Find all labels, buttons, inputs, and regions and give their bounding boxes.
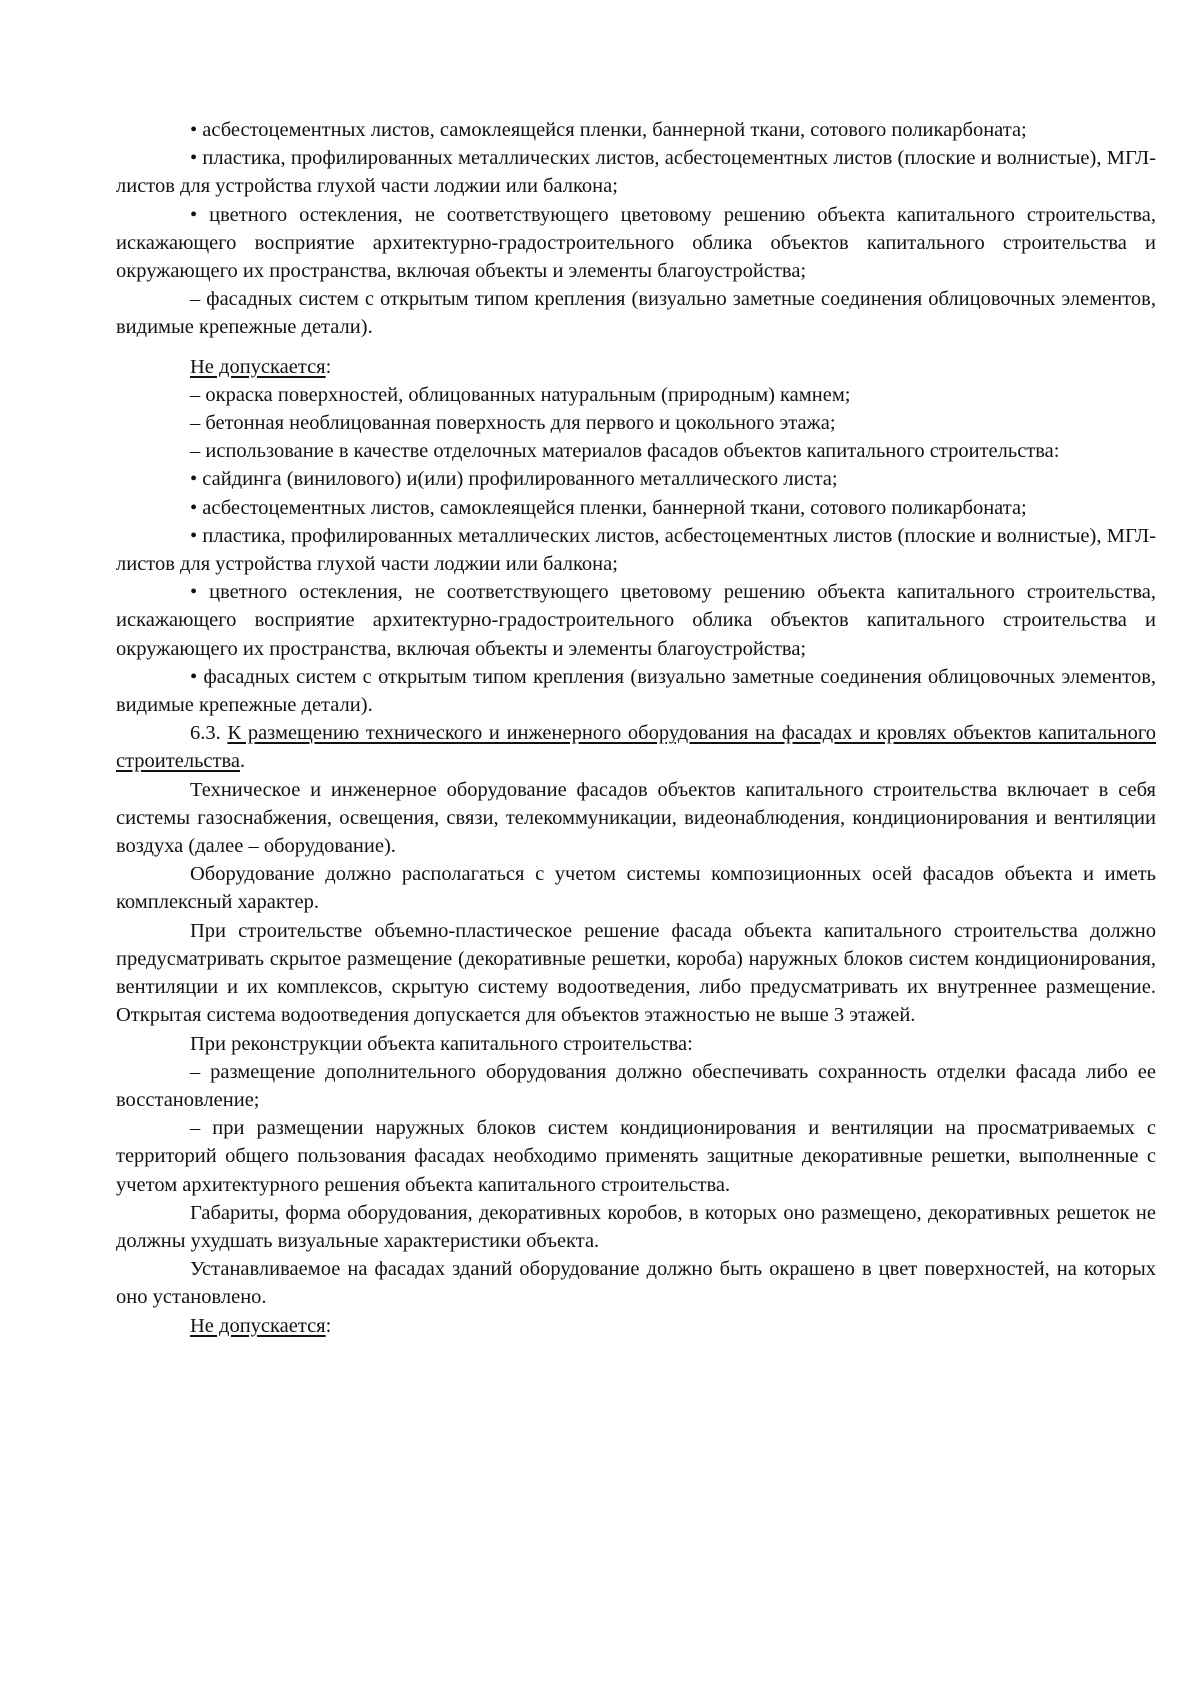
bullet-asbestos-sheets: • асбестоцементных листов, самоклеящейся пленки, баннерной ткани, сотового поликарбоната; bbox=[190, 119, 1027, 141]
paragraph-reconstruction: При реконструкции объекта капитального строительства: bbox=[190, 1032, 693, 1055]
paragraph-dimensions: Габариты, форма оборудования, декоративных коробов, в которых оно размещено, декоративных решеток не должны ухудшать визуальные характеристики объекта. bbox=[116, 1201, 1156, 1252]
bullet-plastic-profiled-sheets-2: • пластика, профилированных металлических листов, асбестоцементных листов (плоские и волнистые), МГЛ-листов для устройства глухой части лоджии или балкона; bbox=[116, 524, 1156, 576]
not-allowed-heading bbox=[116, 353, 1156, 381]
not-allowed-heading-2-text: Не допускается bbox=[190, 1314, 326, 1337]
section-6-3-heading bbox=[116, 719, 1156, 775]
not-allowed-heading-colon: : bbox=[325, 355, 332, 378]
bullet-colored-glazing-2: • цветного остекления, не соответствующего цветовому решению объекта капитального строительства, искажающего восприятие архитектурно-градостроительного облика объектов капитального строительства и окружающего их пространства, включая объекты и элементы благоустройства; bbox=[116, 581, 1156, 660]
not-allowed-heading-text: Не допускается bbox=[190, 355, 326, 378]
dash-finishing-materials: – использование в качестве отделочных материалов фасадов объектов капитального строительства: bbox=[190, 440, 1060, 463]
paragraph-composition-axes: Оборудование должно располагаться с учетом системы композиционных осей фасадов объекта и иметь комплексный характер. bbox=[116, 863, 1156, 914]
dash-protective-grilles: – при размещении наружных блоков систем кондиционирования и вентиляции на просматриваемых с территорий общего пользования фасадах необходимо применять защитные декоративные решетки, выполненные с учетом архитектурного решения объекта капитального строительства. bbox=[116, 1117, 1156, 1196]
dash-additional-equipment: – размещение дополнительного оборудования должно обеспечивать сохранность отделки фасада либо ее восстановление; bbox=[116, 1060, 1156, 1111]
bullet-asbestos-sheets-2: • асбестоцементных листов, самоклеящейся пленки, баннерной ткани, сотового поликарбоната; bbox=[190, 496, 1027, 519]
paragraph-paint-color: Устанавливаемое на фасадах зданий оборудование должно быть окрашено в цвет поверхностей, на которых оно установлено. bbox=[116, 1258, 1156, 1309]
dash-concrete-surface: – бетонная необлицованная поверхность для первого и цокольного этажа; bbox=[190, 412, 836, 435]
bullet-facade-systems-2: • фасадных систем с открытым типом крепления (визуально заметные соединения облицовочных элементов, видимые крепежные детали). bbox=[116, 665, 1156, 717]
dash-facade-systems: – фасадных систем с открытым типом крепления (визуально заметные соединения облицовочных элементов, видимые крепежные детали). bbox=[116, 288, 1156, 339]
section-title-end: . bbox=[239, 750, 246, 773]
paragraph-construction-hidden-placement: При строительстве объемно-пластическое решение фасада объекта капитального строительства должно предусматривать скрытое размещение (декоративные решетки, короба) наружных блоков систем кондиционирования, вентиляции и их комплексов, скрытую систему водоотведения, либо предусматривать их внутреннее размещение. Открытая система водоотведения допускается для объектов этажностью не выше 3 этажей. bbox=[116, 919, 1156, 1027]
section-title: К размещению технического и инженерного оборудования на фасадах и кровлях объектов капитального строительства bbox=[116, 722, 1156, 773]
bullet-colored-glazing: • цветного остекления, не соответствующего цветовому решению объекта капитального строительства, искажающего восприятие архитектурно-градостроительного облика объектов капитального строительства и окружающего их пространства, включая объекты и элементы благоустройства; bbox=[116, 203, 1156, 283]
dash-painting-stone: – окраска поверхностей, облицованных натуральным (природным) камнем; bbox=[190, 383, 851, 406]
not-allowed-heading-2 bbox=[116, 1312, 1156, 1340]
document-page bbox=[116, 116, 1156, 1340]
section-number: 6.3. bbox=[190, 722, 228, 745]
paragraph-equipment-definition: Техническое и инженерное оборудование фасадов объектов капитального строительства включает в себя системы газоснабжения, освещения, связи, телекоммуникации, видеонаблюдения, кондиционирования и вентиляции воздуха (далее – оборудование). bbox=[116, 778, 1156, 858]
not-allowed-heading-2-colon: : bbox=[325, 1314, 332, 1337]
bullet-plastic-profiled-sheets: • пластика, профилированных металлических листов, асбестоцементных листов (плоские и волнистые), МГЛ-листов для устройства глухой части лоджии или балкона; bbox=[116, 147, 1156, 198]
bullet-siding: • сайдинга (винилового) и(или) профилированного металлического листа; bbox=[190, 468, 838, 491]
